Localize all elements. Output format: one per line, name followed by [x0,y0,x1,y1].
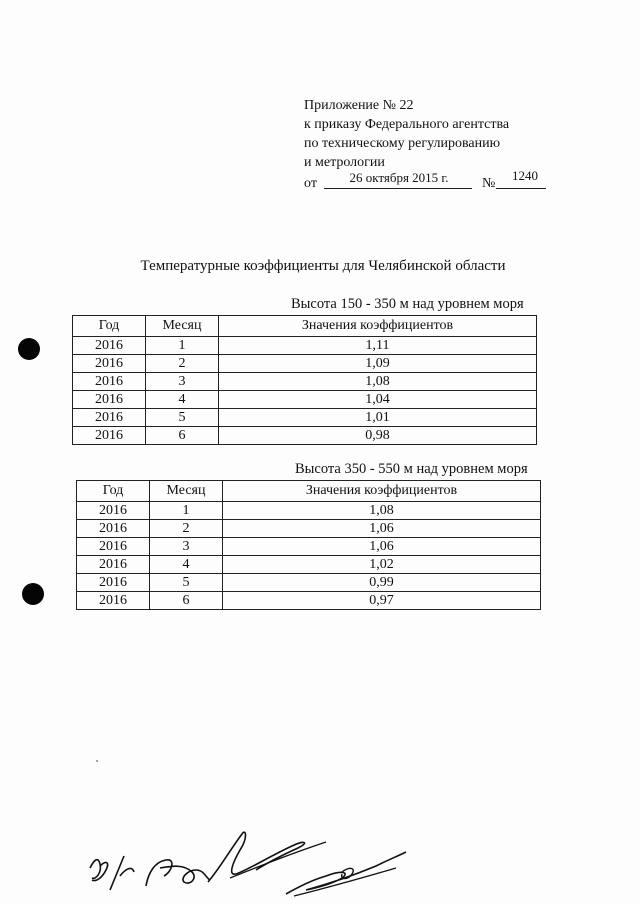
table-row [73,373,537,391]
cell-month: 1 [150,502,223,520]
altitude-caption: Высота 150 - 350 м над уровнем моря [291,296,524,312]
cell-month: 2 [150,520,223,538]
table-row [77,538,541,556]
table-row [77,574,541,592]
coefficients-table [76,480,541,610]
from-label: от [304,176,317,191]
table-row [77,502,541,520]
cell-month: 3 [150,538,223,556]
table-row [73,427,537,445]
scan-speck [96,760,98,762]
cell-year: 2016 [77,538,150,556]
cell-year: 2016 [73,373,146,391]
order-date: 26 октября 2015 г. [349,170,449,185]
cell-year: 2016 [77,556,150,574]
cell-month: 1 [146,337,219,355]
cell-month: 2 [146,355,219,373]
cell-coefficient: 1,04 [219,391,537,409]
table-row [77,592,541,610]
cell-year: 2016 [73,427,146,445]
cell-month: 4 [146,391,219,409]
cell-coefficient: 1,08 [219,373,537,391]
header-coefficient: Значения коэффициентов [223,481,541,502]
cell-year: 2016 [73,409,146,427]
coefficients-table [72,315,537,445]
table-header-row [73,316,537,337]
cell-coefficient: 1,06 [223,538,541,556]
header-coefficient: Значения коэффициентов [219,316,537,337]
cell-year: 2016 [77,574,150,592]
order-number: 1240 [512,168,538,183]
cell-coefficient: 1,06 [223,520,541,538]
punch-hole [22,583,44,605]
punch-hole [18,338,40,360]
cell-year: 2016 [73,355,146,373]
order-reference-line: к приказу Федерального агентства [304,117,510,132]
order-date-number-line [304,168,564,194]
cell-month: 5 [146,409,219,427]
handwritten-signature [80,820,420,900]
cell-year: 2016 [77,502,150,520]
cell-month: 4 [150,556,223,574]
table-row [73,391,537,409]
header-year: Год [77,481,150,502]
table-row [77,520,541,538]
cell-coefficient: 0,98 [219,427,537,445]
order-reference-line: по техническому регулированию [304,136,501,151]
order-reference-line: и метрологии [304,155,385,170]
table-row [73,409,537,427]
cell-year: 2016 [77,592,150,610]
cell-year: 2016 [73,337,146,355]
cell-coefficient: 1,01 [219,409,537,427]
cell-coefficient: 0,99 [223,574,541,592]
document-title: Температурные коэффициенты для Челябинской области [140,258,506,274]
cell-month: 6 [150,592,223,610]
cell-month: 6 [146,427,219,445]
header-year: Год [73,316,146,337]
header-month: Месяц [146,316,219,337]
date-underline [324,188,472,189]
cell-month: 3 [146,373,219,391]
table-row [73,337,537,355]
cell-month: 5 [150,574,223,592]
table-header-row [77,481,541,502]
cell-coefficient: 1,09 [219,355,537,373]
table-row [77,556,541,574]
appendix-number: Приложение № 22 [304,98,414,113]
cell-coefficient: 1,02 [223,556,541,574]
appendix-header [304,96,564,194]
cell-coefficient: 1,11 [219,337,537,355]
cell-coefficient: 0,97 [223,592,541,610]
cell-coefficient: 1,08 [223,502,541,520]
cell-year: 2016 [77,520,150,538]
number-label: № [482,176,496,191]
cell-year: 2016 [73,391,146,409]
table-row [73,355,537,373]
number-underline [496,188,546,189]
altitude-caption: Высота 350 - 550 м над уровнем моря [295,461,528,477]
header-month: Месяц [150,481,223,502]
